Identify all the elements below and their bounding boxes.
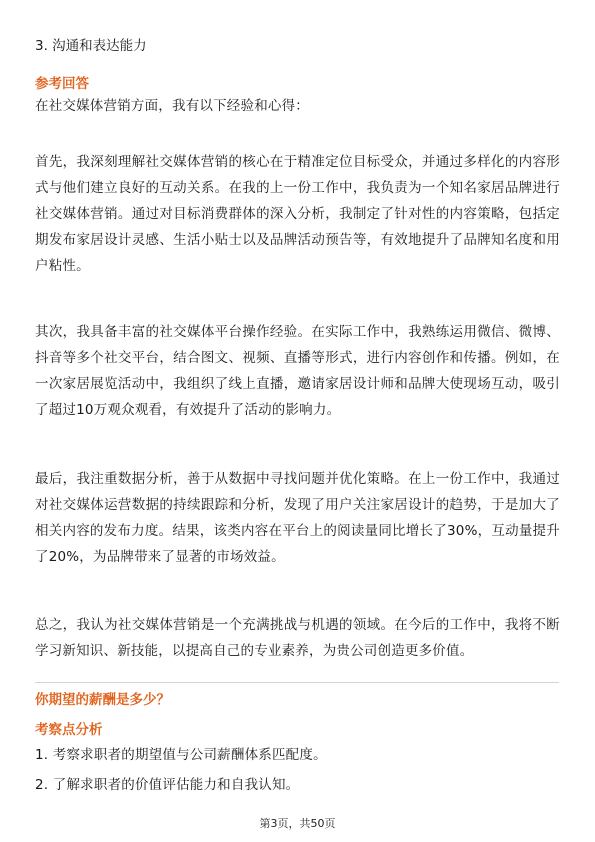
answer-paragraph-4: 总之，我认为社交媒体营销是一个充满挑战与机遇的领域。在今后的工作中，我将不断学习新知识、新技能，以提高自己的专业素养，为贵公司创造更多价值。 [35, 617, 560, 659]
analysis-point-2: 2. 了解求职者的价值评估能力和自我认知。 [35, 777, 300, 793]
question-title: 你期望的薪酬是多少？ [35, 692, 170, 708]
analysis-heading: 考察点分析 [35, 722, 103, 738]
analysis-point-1: 1. 考察求职者的期望值与公司薪酬体系匹配度。 [35, 747, 327, 763]
answer-paragraph-1: 首先，我深刻理解社交媒体营销的核心在于精准定位目标受众，并通过多样化的内容形式与他们建立良好的互动关系。在我的上一份工作中，我负责为一个知名家居品牌进行社交媒体营销。通过对目标消费群体的深入分析，我制定了针对性的内容策略，包括定期发布家居设计灵感、生活小贴士以及品牌活动预告等，有效地提升了品牌知名度和用户粘性。 [35, 154, 560, 274]
answer-paragraph-2: 其次，我具备丰富的社交媒体平台操作经验。在实际工作中，我熟练运用微信、微博、抖音等多个社交平台，结合图文、视频、直播等形式，进行内容创作和传播。例如，在一次家居展览活动中，我组织了线上直播，邀请家居设计师和品牌大使现场互动，吸引了超过10万观众观看，有效提升了活动的影响力。 [35, 324, 560, 418]
answer-heading: 参考回答 [35, 76, 89, 92]
answer-paragraph-3: 最后，我注重数据分析，善于从数据中寻找问题并优化策略。在上一份工作中，我通过对社交媒体运营数据的持续跟踪和分析，发现了用户关注家居设计的趋势，于是加大了相关内容的发布力度。结果，该类内容在平台上的阅读量同比增长了30%，互动量提升了20%，为品牌带来了显著的市场效益。 [35, 471, 560, 565]
answer-intro: 在社交媒体营销方面，我有以下经验和心得： [35, 98, 309, 114]
page-number: 第3页，共50页 [259, 817, 336, 830]
section-divider [35, 682, 559, 683]
section-title: 3. 沟通和表达能力 [35, 38, 147, 54]
